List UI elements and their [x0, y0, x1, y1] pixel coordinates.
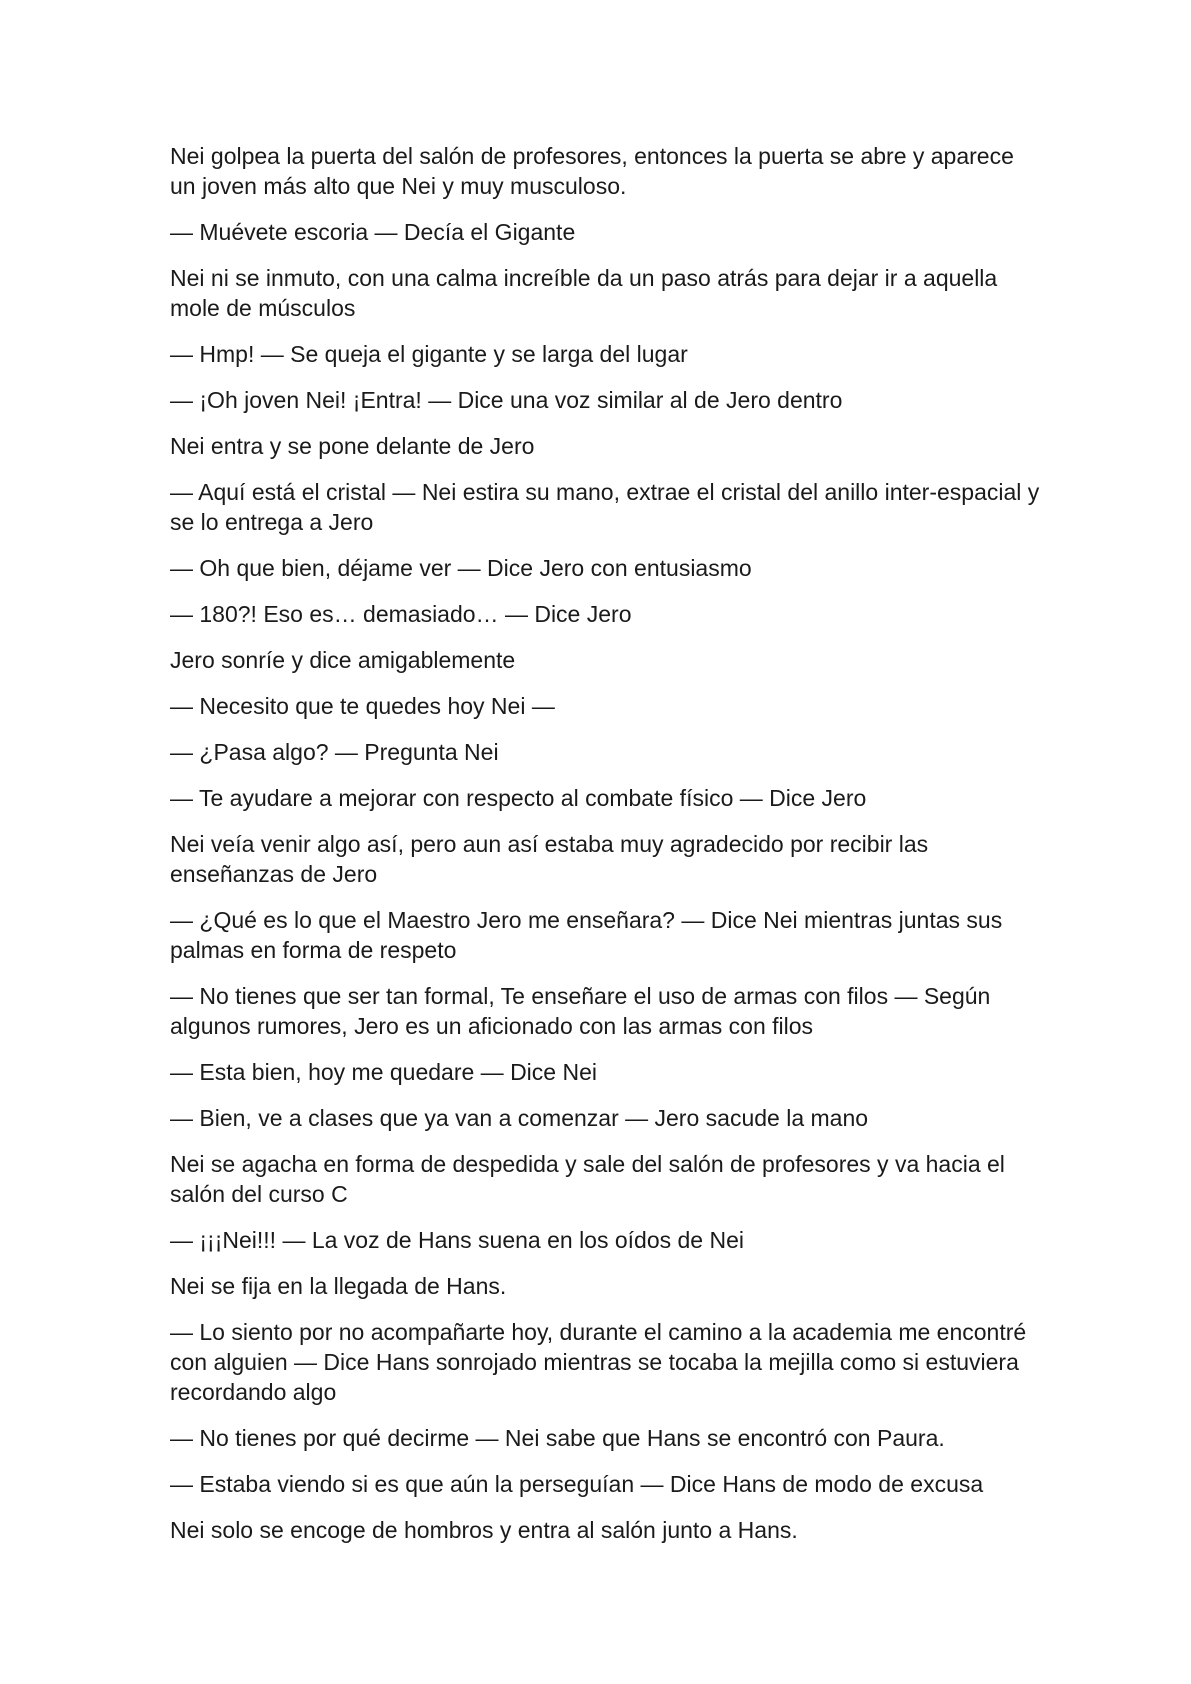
paragraph-25: Nei solo se encoge de hombros y entra al salón junto a Hans. — [170, 1517, 798, 1543]
paragraph-18: — Bien, ve a clases que ya van a comenzar — Jero sacude la mano — [170, 1105, 869, 1131]
paragraph-9: — 180?! Eso es… demasiado… — Dice Jero — [170, 601, 632, 627]
paragraph-12: — ¿Pasa algo? — Pregunta Nei — [170, 739, 499, 765]
paragraph-21: Nei se fija en la llegada de Hans. — [170, 1273, 507, 1299]
paragraph-7: — Aquí está el cristal — Nei estira su mano, extrae el cristal del anillo inter-espacial y se lo entrega a Jero — [170, 479, 1040, 535]
paragraph-2: — Muévete escoria — Decía el Gigante — [170, 219, 576, 245]
paragraph-17: — Esta bien, hoy me quedare — Dice Nei — [170, 1059, 597, 1085]
paragraph-6: Nei entra y se pone delante de Jero — [170, 433, 535, 459]
paragraph-24: — Estaba viendo si es que aún la perseguían — Dice Hans de modo de excusa — [170, 1471, 984, 1497]
paragraph-20: — ¡¡¡Nei!!! — La voz de Hans suena en los oídos de Nei — [170, 1227, 745, 1253]
paragraph-14: Nei veía venir algo así, pero aun así estaba muy agradecido por recibir las enseñanzas de Jero — [170, 831, 929, 887]
paragraph-13: — Te ayudare a mejorar con respecto al combate físico — Dice Jero — [170, 785, 867, 811]
paragraph-3: Nei ni se inmuto, con una calma increíble da un paso atrás para dejar ir a aquella mole de músculos — [170, 265, 998, 321]
paragraph-16: — No tienes que ser tan formal, Te enseñare el uso de armas con filos — Según algunos rumores, Jero es un aficionado con las armas con filos — [170, 983, 991, 1039]
paragraph-8: — Oh que bien, déjame ver — Dice Jero con entusiasmo — [170, 555, 752, 581]
paragraph-15: — ¿Qué es lo que el Maestro Jero me enseñara? — Dice Nei mientras juntas sus palmas en forma de respeto — [170, 907, 1003, 963]
paragraph-1: Nei golpea la puerta del salón de profesores, entonces la puerta se abre y aparece un joven más alto que Nei y muy musculoso. — [170, 143, 1014, 199]
paragraph-22: — Lo siento por no acompañarte hoy, durante el camino a la academia me encontré con alguien — Dice Hans sonrojado mientras se tocaba la mejilla como si estuviera recordando algo — [170, 1319, 1027, 1405]
paragraph-5: — ¡Oh joven Nei! ¡Entra! — Dice una voz similar al de Jero dentro — [170, 387, 843, 413]
paragraph-19: Nei se agacha en forma de despedida y sale del salón de profesores y va hacia el salón del curso C — [170, 1151, 1005, 1207]
paragraph-11: — Necesito que te quedes hoy Nei — — [170, 693, 555, 719]
document-page — [170, 141, 1040, 1561]
paragraph-4: — Hmp! — Se queja el gigante y se larga del lugar — [170, 341, 688, 367]
paragraph-10: Jero sonríe y dice amigablemente — [170, 647, 516, 673]
paragraph-23: — No tienes por qué decirme — Nei sabe que Hans se encontró con Paura. — [170, 1425, 945, 1451]
